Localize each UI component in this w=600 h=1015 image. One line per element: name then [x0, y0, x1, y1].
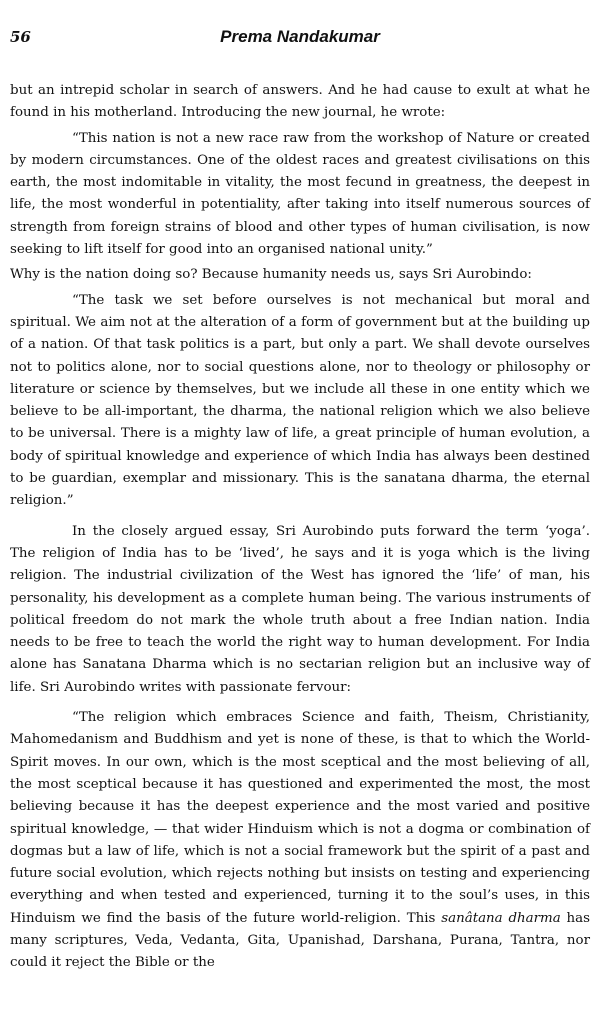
body-text [10, 80, 590, 975]
page-header [10, 26, 590, 50]
final-rest: has many scriptures, Veda, Vedanta, Gita, Upanishad, Darshana, Purana, Tantra, nor could it reject the Bible or the [10, 910, 591, 971]
paragraph-question: Why is the nation doing so? Because humanity needs us, says Sri Aurobindo: [10, 267, 532, 283]
italic-term: sanâtana dharma [441, 910, 561, 926]
final-lead: This [406, 910, 442, 926]
paragraph-yoga: In the closely argued essay, Sri Aurobindo puts forward the term ‘yoga’. The religion of India has to be ‘lived’, he says and it is yoga which is the living religion. The industrial civilization of the West has ignored the ‘life’ of man, his personality, his development as a complete human being. The various instruments of political freedom do not mark the whole truth about a free Indian nation. India needs to be free to teach the world the right way to human development. For India alone has Sanatana Dharma which is no sectarian religion but an inclusive way of life. Sri Aurobindo writes with passionate fervour: [10, 523, 590, 695]
quote-nation: “This nation is not a new race raw from the workshop of Nature or created by modern circumstances. One of the oldest races and greatest civilisations on this earth, the most indomitable in vitality, the most fecund in greatness, the deepest in life, the most wonderful in potentiality, after taking into itself numerous sources of strength from foreign strains of blood and other types of human civilisation, is now seeking to lift itself for good into an organised national unity.” [10, 130, 590, 258]
paragraph-intro: but an intrepid scholar in search of answers. And he had cause to exult at what he found in his motherland. Introducing the new journal, he wrote: [10, 83, 590, 121]
running-title: Prema Nandakumar [220, 27, 380, 46]
page-number: 56 [10, 28, 31, 46]
quote-religion-text: “The religion which embraces Science and faith, Theism, Christianity, Mahomedanism and Buddhism and yet is none of these, is that to which the World-Spirit moves. In our own, which is the most sceptical and the most believing of all, the most sceptical because it has questioned and experimented the most, the most believing because it has the deepest experience and the most varied and positive spiritual knowledge, — that wider Hinduism which is not a dogma or combination of dogmas but a law of life, which is not a social framework but the spirit of a past and future social evolution, which rejects nothing but insists on testing and experiencing everything and when tested and experienced, turning it to the soul’s uses, in this Hinduism we find the basis of the future world-religion. [10, 710, 590, 926]
quote-task: “The task we set before ourselves is not mechanical but moral and spiritual. We aim not at the alteration of a form of government but at the building up of a nation. Of that task politics is a part, but only a part. We shall devote ourselves not to politics alone, nor to social questions alone, nor to theology or philosophy or literature or science by themselves, but we include all these in one entity which we believe to be all-important, the dharma, the national religion which we also believe to be universal. There is a mighty law of life, a great principle of human evolution, a body of spiritual knowledge and experience of which India has always been destined to be guardian, exemplar and missionary. This is the sanatana dharma, the eternal religion.” [10, 292, 590, 509]
quote-religion [10, 707, 590, 975]
